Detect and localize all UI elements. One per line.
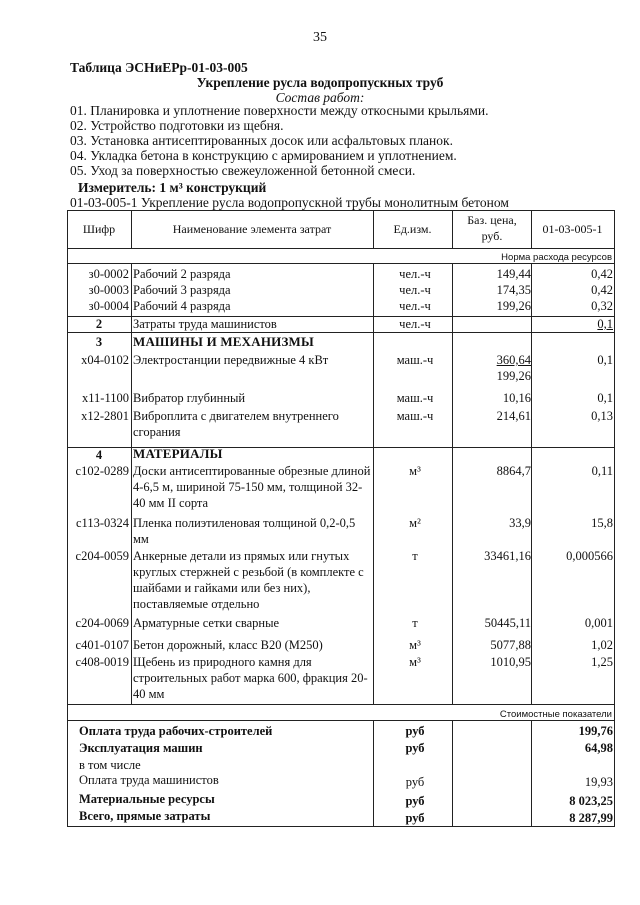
row-name: Электростанции передвижные 4 кВт (133, 353, 329, 367)
row-unit: т (412, 549, 418, 563)
row-code: х11-1100 (82, 391, 129, 405)
row-code: с102-0289 (75, 464, 129, 478)
table-border (531, 263, 532, 705)
row-unit: чел.-ч (399, 267, 431, 281)
row-price-secondary: 199,26 (496, 369, 531, 383)
row-name: Рабочий 3 разряда (133, 283, 231, 297)
table-title: Таблица ЭСНиЕРр-01-03-005 (70, 60, 248, 75)
row-price: 5077,88 (490, 638, 531, 652)
summary-value: 19,93 (584, 775, 613, 789)
summary-name: Оплата труда машинистов (79, 773, 219, 787)
row-unit: м³ (409, 638, 421, 652)
row-name: Вибратор глубинный (133, 391, 246, 405)
row-norm: 0,42 (591, 267, 613, 281)
row-price: 33,9 (509, 516, 531, 530)
row-price: 33461,16 (484, 549, 531, 563)
row-price: 1010,95 (490, 655, 531, 669)
summary-value: 8 287,99 (569, 811, 613, 825)
row-norm: 0,1 (597, 391, 613, 405)
row-name: Виброплита с двигателем внутреннего сгорания (133, 409, 339, 439)
row-price: 174,35 (496, 283, 531, 297)
row-name: Доски антисептированные обрезные длиной 4-6,5 м, шириной 75-150 мм, толщиной 32-40 мм II сорта (133, 464, 371, 510)
work-item: 04. Укладка бетона в конструкцию с армированием и уплотнением. (70, 148, 457, 163)
row-code: с204-0059 (75, 549, 129, 563)
norm-note: Норма расхода ресурсов (501, 252, 612, 263)
table-subtitle: Укрепление русла водопропускных труб (196, 75, 444, 90)
row-norm: 0,000566 (566, 549, 613, 563)
row-price: 10,16 (502, 391, 531, 405)
section-code: 3 (95, 335, 103, 349)
row-code: з0-0004 (88, 299, 129, 313)
work-item: 05. Уход за поверхностью свежеуложенной бетонной смеси. (70, 163, 416, 178)
row-name: Щебень из природного камня для строительных работ марка 600, фракция 20-40 мм (133, 655, 368, 701)
row-name: Затраты труда машинистов (133, 317, 277, 331)
row-code: с113-0324 (76, 516, 129, 530)
summary-name: Материальные ресурсы (79, 792, 215, 806)
row-code: х12-2801 (81, 409, 129, 423)
row-name: Рабочий 4 разряда (133, 299, 231, 313)
norm-table (67, 210, 615, 827)
row-norm: 1,02 (591, 638, 613, 652)
row-name: Арматурные сетки сварные (133, 616, 280, 630)
table-border (67, 210, 615, 211)
summary-unit: руб (405, 724, 425, 738)
summary-name: Всего, прямые затраты (79, 809, 211, 823)
work-item: 02. Устройство подготовки из щебня. (70, 118, 284, 133)
row-unit: маш.-ч (396, 353, 434, 367)
row-name: Анкерные детали из прямых или гнутых круглых стержней с резьбой (в комплекте с шайбами и гайками или без них), поставляемые отдельно (133, 549, 364, 611)
summary-unit: руб (405, 794, 425, 808)
row-code: х04-0102 (81, 353, 129, 367)
header-unit: Ед.изм. (393, 222, 432, 236)
row-name: Бетон дорожный, класс В20 (М250) (133, 638, 323, 652)
works-list (70, 103, 489, 178)
table-border (131, 263, 132, 705)
table-border (67, 332, 615, 333)
row-code: с408-0019 (75, 655, 129, 669)
row-unit: маш.-ч (396, 391, 434, 405)
work-item: 01. Планировка и уплотнение поверхности между откосными крыльями. (70, 103, 489, 118)
header-norm: 01-03-005-1 (542, 222, 603, 236)
row-norm: 1,25 (591, 655, 613, 669)
summary-unit: руб (405, 775, 425, 789)
cost-note: Стоимостные показатели (499, 709, 612, 720)
row-unit: м² (409, 516, 421, 530)
summary-unit: руб (405, 811, 425, 825)
row-price: 149,44 (496, 267, 531, 281)
row-code: з0-0003 (88, 283, 129, 297)
section-code: 4 (95, 448, 103, 462)
row-unit: маш.-ч (396, 409, 434, 423)
row-price: 8864,7 (496, 464, 531, 478)
section-title: МАТЕРИАЛЫ (133, 446, 223, 461)
row-code: с401-0107 (75, 638, 129, 652)
summary-value: 199,76 (578, 724, 613, 738)
row-price: 50445,11 (484, 616, 531, 630)
row-code: с204-0069 (75, 616, 129, 630)
row-unit: м³ (409, 655, 421, 669)
table-border (531, 720, 532, 827)
row-name: Пленка полиэтиленовая толщиной 0,2-0,5 мм (133, 516, 356, 546)
meter-line: Измеритель: 1 м³ конструкций (78, 180, 267, 195)
norm-code-line: 01-03-005-1 Укрепление русла водопропускной трубы монолитным бетоном (70, 195, 509, 210)
page-number: 35 (313, 30, 327, 45)
row-unit: т (412, 616, 418, 630)
section-title: МАШИНЫ И МЕХАНИЗМЫ (133, 334, 314, 349)
row-code: з0-0002 (88, 267, 129, 281)
header-code: Шифр (82, 222, 116, 236)
summary-value: 64,98 (584, 741, 613, 755)
summary-name: в том числе (79, 758, 141, 772)
summary-name: Оплата труда рабочих-строителей (79, 724, 273, 738)
table-border (614, 210, 615, 827)
row-unit: чел.-ч (399, 299, 431, 313)
row-unit: чел.-ч (399, 283, 431, 297)
row-norm: 0,32 (591, 299, 613, 313)
header-price: Баз. цена, руб. (467, 213, 517, 243)
row-norm: 15,8 (591, 516, 613, 530)
row-norm: 0,42 (591, 283, 613, 297)
row-price: 214,61 (496, 409, 531, 423)
table-border (67, 826, 615, 827)
table-border (67, 248, 615, 249)
row-norm: 0,13 (591, 409, 613, 423)
composition-title: Состав работ: (275, 90, 365, 105)
summary-name: Эксплуатация машин (79, 741, 203, 755)
row-name: Рабочий 2 разряда (133, 267, 231, 281)
section-code: 2 (95, 317, 103, 331)
table-border (452, 210, 453, 249)
summary-value: 8 023,25 (569, 794, 613, 808)
row-norm: 0,001 (584, 616, 613, 630)
table-border (67, 704, 615, 705)
header-name: Наименование элемента затрат (172, 222, 332, 236)
row-unit: чел.-ч (399, 317, 431, 331)
work-item: 03. Установка антисептированных досок или асфальтовых планок. (70, 133, 453, 148)
row-norm: 0,1 (597, 353, 613, 367)
row-price: 199,26 (496, 299, 531, 313)
row-unit: м³ (409, 464, 421, 478)
summary-unit: руб (405, 741, 425, 755)
row-norm: 0,11 (591, 464, 613, 478)
row-norm: 0,1 (597, 317, 613, 331)
row-price: 360,64 (496, 353, 531, 367)
